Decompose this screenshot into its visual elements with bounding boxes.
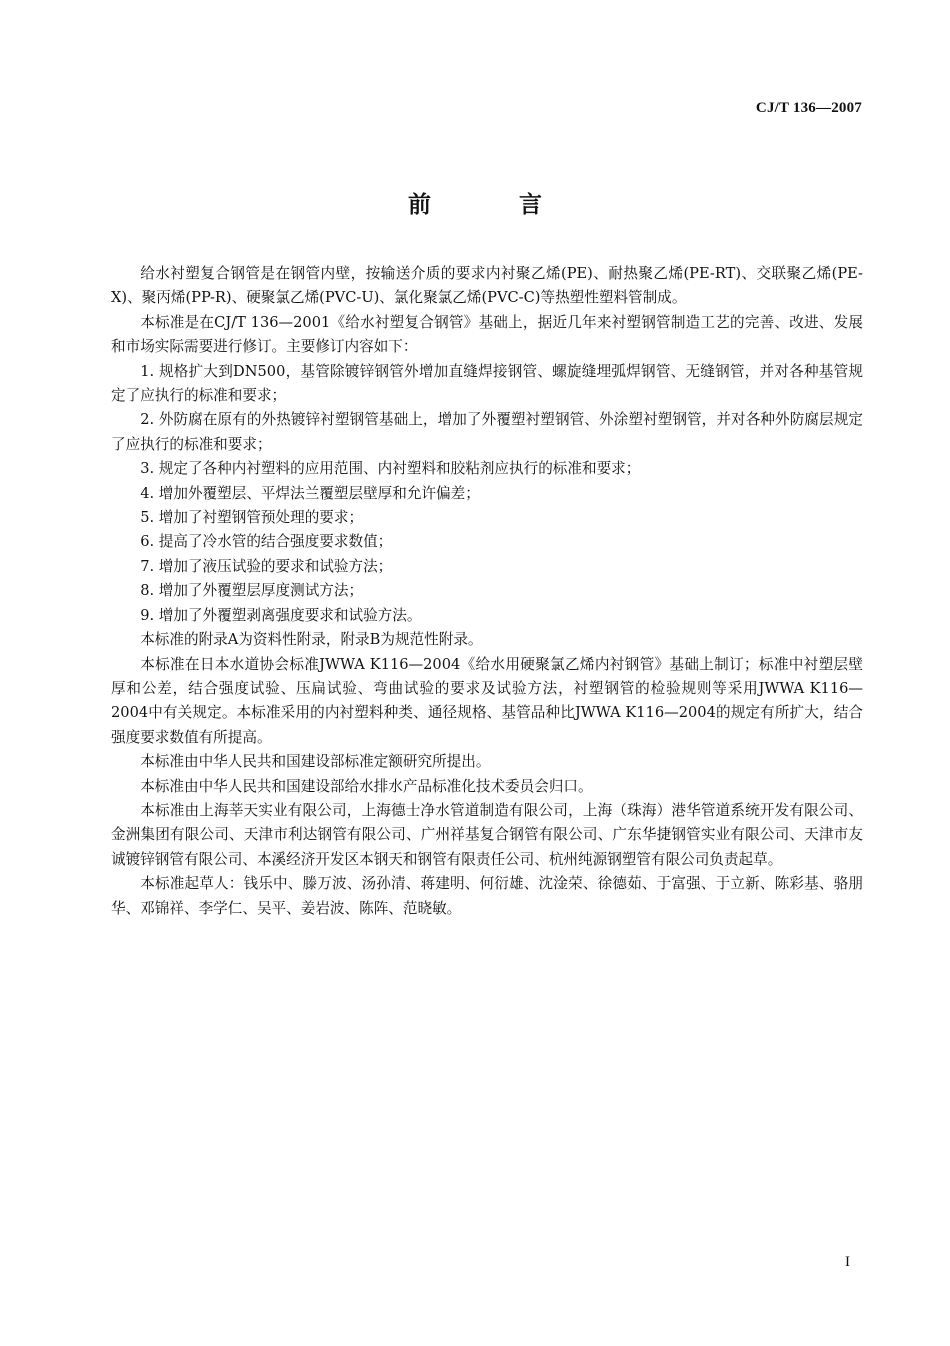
revision-item: 4. 增加外覆塑层、平焊法兰覆塑层壁厚和允许偏差； [140,484,480,502]
page-number: I [845,1254,850,1270]
paragraph: 本标准由中华人民共和国建设部标准定额研究所提出。 [140,753,491,771]
paragraph: 给水衬塑复合钢管是在钢管内壁，按输送介质的要求内衬聚乙烯(PE)、耐热聚乙烯(PE-RT)、交联聚乙烯(PE-X)、聚丙烯(PP-R)、硬聚氯乙烯(PVC-U)、氯化聚氯乙烯(PVC-C)等热塑性塑料管制成。 [111,265,863,307]
paragraph: 本标准由中华人民共和国建设部给水排水产品标准化技术委员会归口。 [140,777,593,795]
paragraph: 本标准起草人：钱乐中、滕万波、汤孙清、蒋建明、何衍雄、沈淦荣、徐德茹、于富强、于立新、陈彩基、骆朋华、邓锦祥、李学仁、吴平、姜岩波、陈阵、范晓敏。 [111,875,863,917]
revision-item: 2. 外防腐在原有的外热镀锌衬塑钢管基础上，增加了外覆塑衬塑钢管、外涂塑衬塑钢管，并对各种外防腐层规定了应执行的标准和要求； [111,411,863,453]
revision-item: 5. 增加了衬塑钢管预处理的要求； [140,509,364,527]
paragraph: 本标准的附录A为资料性附录，附录B为规范性附录。 [140,631,483,649]
revision-item: 6. 提高了冷水管的结合强度要求数值； [140,533,393,551]
paragraph: 本标准是在CJ/T 136—2001《给水衬塑复合钢管》基础上，据近几年来衬塑钢管制造工艺的完善、改进、发展和市场实际需要进行修订。主要修订内容如下： [111,313,863,356]
revision-item: 7. 增加了液压试验的要求和试验方法； [140,557,393,575]
revision-item: 8. 增加了外覆塑层厚度测试方法； [140,582,364,600]
revision-item: 3. 规定了各种内衬塑料的应用范围、内衬塑料和胶粘剂应执行的标准和要求； [140,460,641,478]
standard-code: CJ/T 136—2007 [755,100,862,116]
paragraph: 本标准在日本水道协会标准JWWA K116—2004《给水用硬聚氯乙烯内衬钢管》基础上制订；标准中衬塑层壁厚和公差，结合强度试验、压扁试验、弯曲试验的要求及试验方法，衬塑钢管的检验规则等采用JWWA K116—2004中有关规定。本标准采用的内衬塑料种类、通径规格、基管品种比JWWA K116—2004的规定有所扩大，结合强度要求数值有所提高。 [111,655,863,746]
revision-item: 9. 增加了外覆塑剥离强度要求和试验方法。 [140,606,422,624]
revision-item: 1. 规格扩大到DN500，基管除镀锌钢管外增加直缝焊接钢管、螺旋缝埋弧焊钢管、无缝钢管，并对各种基管规定了应执行的标准和要求； [111,362,863,405]
foreword-body [111,262,863,921]
paragraph: 本标准由上海莘天实业有限公司，上海德士净水管道制造有限公司，上海（珠海）港华管道系统开发有限公司、金洲集团有限公司、天津市利达钢管有限公司、广州祥基复合钢管有限公司、广东华捷钢管实业有限公司、天津市友诚镀锌钢管有限公司、本溪经济开发区本钢天和钢管有限责任公司、杭州纯源钢塑管有限公司负责起草。 [111,801,863,868]
page-title: 前 言 [407,192,582,218]
